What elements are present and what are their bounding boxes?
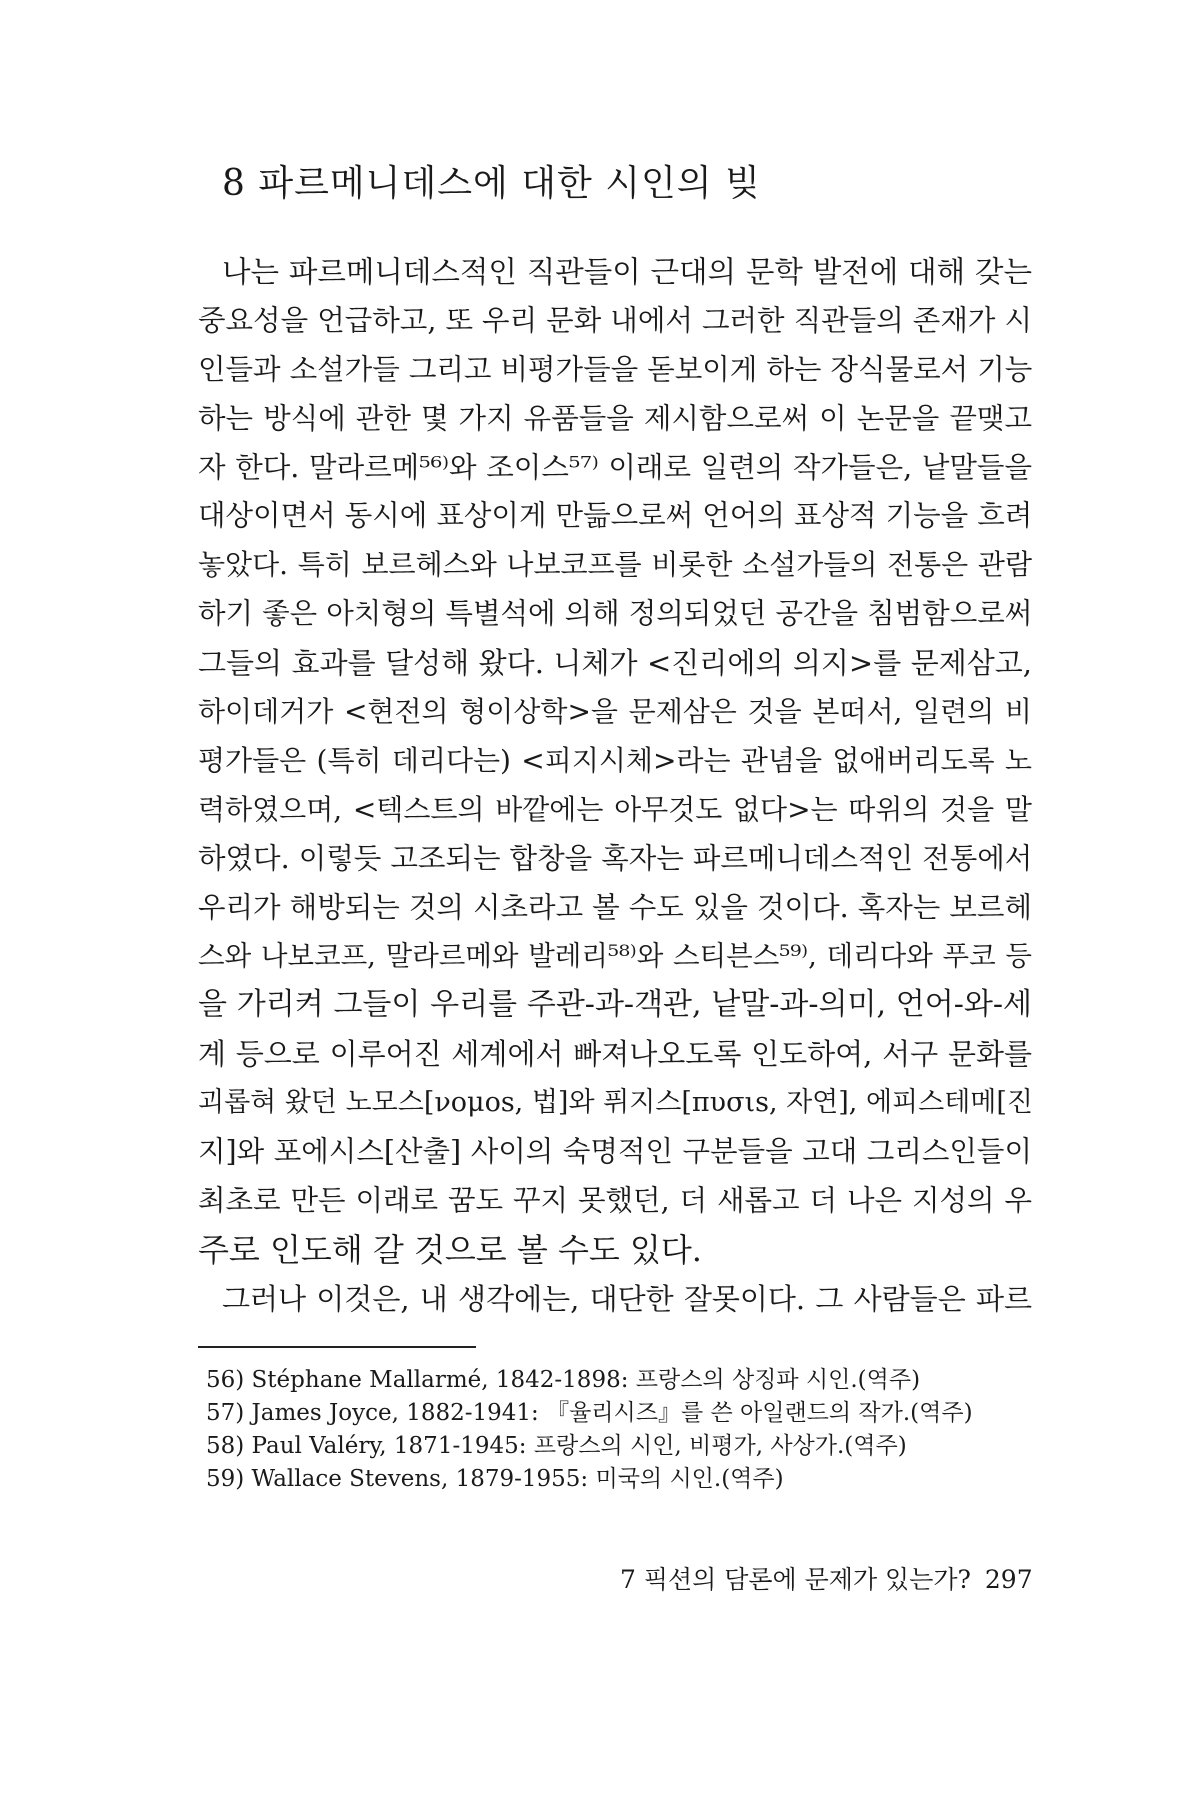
body-line: 그들의 효과를 달성해 왔다. 니체가 <진리에의 의지>를 문제삼고, xyxy=(198,646,1032,681)
body-line: 괴롭혀 왔던 노모스[νομοs, 법]와 퓌지스[πυσιs, 자연], 에피스테메[진 xyxy=(198,1087,1033,1119)
body-line: 하였다. 이렇듯 고조되는 합창을 혹자는 파르메니데스적인 전통에서 xyxy=(198,841,1033,875)
footnote: 59) Wallace Stevens, 1879-1955: 미국의 시인.(역주) xyxy=(206,1466,784,1492)
body-line: 계 등으로 이루어진 세계에서 빠져나오도록 인도하여, 서구 문화를 xyxy=(198,1037,1032,1072)
body-line: 자 한다. 말라르메⁵⁶⁾와 조이스⁵⁷⁾ 이래로 일련의 작가들은, 낱말들을 xyxy=(198,450,1032,484)
body-line: 스와 나보코프, 말라르메와 발레리⁵⁸⁾와 스티븐스⁵⁹⁾, 데리다와 푸코 등 xyxy=(198,940,1032,973)
body-text xyxy=(198,248,1032,1324)
body-line: 나는 파르메니데스적인 직관들이 근대의 문학 발전에 대해 갖는 xyxy=(222,255,1032,289)
footnote: 56) Stéphane Mallarmé, 1842-1898: 프랑스의 상징파 시인.(역주) xyxy=(206,1367,921,1393)
running-footer xyxy=(620,1563,1033,1597)
body-line: 하는 방식에 관한 몇 가지 유품들을 제시함으로써 이 논문을 끝맺고 xyxy=(198,401,1032,435)
body-line: 중요성을 언급하고, 또 우리 문화 내에서 그러한 직관들의 존재가 시 xyxy=(198,303,1032,337)
body-line: 을 가리켜 그들이 우리를 주관-과-객관, 낱말-과-의미, 언어-와-세 xyxy=(198,987,1032,1023)
body-line: 지]와 포에시스[산출] 사이의 숙명적인 구분들을 고대 그리스인들이 xyxy=(198,1135,1032,1169)
section-title: 8 파르메니데스에 대한 시인의 빚 xyxy=(222,163,761,204)
body-line: 대상이면서 동시에 표상이게 만듦으로써 언어의 표상적 기능을 흐려 xyxy=(198,499,1033,533)
body-line: 하기 좋은 아치형의 특별석에 의해 정의되었던 공간을 침범함으로써 xyxy=(198,597,1033,631)
footnote: 57) James Joyce, 1882-1941: 『율리시즈』를 쓴 아일랜드의 작가.(역주) xyxy=(206,1400,973,1426)
body-line: 주로 인도해 갈 것으로 볼 수도 있다. xyxy=(198,1230,702,1269)
body-line: 최초로 만든 이래로 꿈도 꾸지 못했던, 더 새롭고 더 나은 지성의 우 xyxy=(198,1183,1032,1217)
body-line: 평가들은 (특히 데리다는) <피지시체>라는 관념을 없애버리도록 노 xyxy=(198,743,1032,777)
body-line: 력하였으며, <텍스트의 바깥에는 아무것도 없다>는 따위의 것을 말 xyxy=(198,792,1032,826)
footnotes xyxy=(206,1364,1026,1496)
body-line: 인들과 소설가들 그리고 비평가들을 돋보이게 하는 장식물로서 기능 xyxy=(198,352,1033,386)
footer-chapter-title: 7 픽션의 담론에 문제가 있는가? xyxy=(620,1565,971,1594)
body-line: 하이데거가 <현전의 형이상학>을 문제삼은 것을 본떠서, 일련의 비 xyxy=(198,695,1032,729)
body-line: 그러나 이것은, 내 생각에는, 대단한 잘못이다. 그 사람들은 파르 xyxy=(222,1281,1032,1316)
body-line: 놓았다. 특히 보르헤스와 나보코프를 비롯한 소설가들의 전통은 관람 xyxy=(198,548,1032,582)
footnote-divider xyxy=(198,1346,476,1348)
footnote: 58) Paul Valéry, 1871-1945: 프랑스의 시인, 비평가, 사상가.(역주) xyxy=(206,1433,907,1459)
page-number: 297 xyxy=(984,1565,1033,1594)
body-line: 우리가 해방되는 것의 시초라고 볼 수도 있을 것이다. 혹자는 보르헤 xyxy=(198,890,1032,924)
